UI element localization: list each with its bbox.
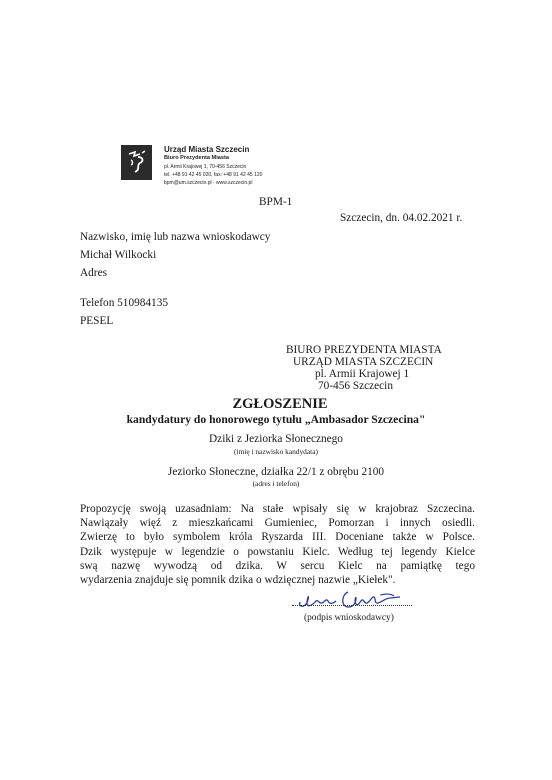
office-email-web: bpm@um.szczecin.pl · www.szczecin.pl [164, 180, 253, 186]
justification-line: Dzik występuje w legendzie o powstaniu Kielc. Według tej legendy Kielce [80, 545, 475, 558]
justification-line: Zwierzę to było symbolem króla Ryszarda III. Doceniane także w Polsce. [80, 531, 475, 544]
office-address: pl. Armii Krajowej 1, 70-456 Szczecin [164, 164, 247, 170]
justification-line: Propozycję swoją uzasadniam: Na stałe wpisały się w krajobraz Szczecina. [80, 503, 475, 515]
form-code: BPM-1 [259, 196, 293, 208]
applicant-name-label: Nazwisko, imię lub nazwa wnioskodawcy [80, 231, 271, 243]
department-name: Biuro Prezydenta Miasta [164, 155, 229, 161]
justification-line: wydarzenia znajduje się pomnik dzika o wdzięcznej nazwie „Kiełek". [80, 574, 396, 587]
recipient-line-2-text: URZĄD MIASTA SZCZECIN [293, 356, 434, 368]
date-line: Szczecin, dn. 04.02.2021 r. [340, 212, 463, 224]
justification-paragraph [80, 502, 475, 587]
applicant-pesel-label: PESEL [80, 315, 114, 327]
justification-line: swą nazwę wywodzą od dzika. W sercu Kielc na pamiątkę tego [80, 559, 475, 572]
city-logo [121, 145, 152, 180]
candidate-location: Jeziorko Słoneczne, działka 22/1 z obrębu 2100 [167, 466, 385, 478]
recipient-line-3-text: pl. Armii Krajowej 1 [315, 368, 410, 380]
recipient-line-1-text: BIURO PREZYDENTA MIASTA [286, 344, 442, 356]
applicant-phone: Telefon 510984135 [80, 297, 168, 309]
candidate-location-caption: (adres i telefon) [252, 479, 300, 488]
candidate-name: Dziki z Jeziorka Słonecznego [209, 433, 343, 445]
document-title: ZGŁOSZENIE [232, 396, 328, 412]
applicant-address-label: Adres [80, 267, 107, 279]
document-subtitle: kandydatury do honorowego tytułu „Ambasador Szczecina" [126, 413, 426, 426]
signature-caption: (podpis wnioskodawcy) [304, 613, 394, 623]
handwritten-signature [290, 584, 412, 614]
justification-line: Nawiązały więź z mieszkańcami Gumieniec, Pomorzan i innych osiedli. [80, 517, 475, 530]
office-phone-fax: tel. +48 91 42 45 020, fax: +48 91 42 45 120 [164, 172, 263, 178]
recipient-line-4-text: 70-456 Szczecin [318, 380, 393, 392]
signature-scribble-icon [290, 584, 412, 614]
applicant-name-value: Michał Wilkocki [80, 249, 157, 261]
office-name: Urząd Miasta Szczecin [164, 145, 250, 154]
szczecin-griffin-logo-icon [121, 145, 152, 180]
signature-line [292, 605, 412, 606]
candidate-name-caption: (imię i nazwisko kandydata) [234, 447, 318, 456]
